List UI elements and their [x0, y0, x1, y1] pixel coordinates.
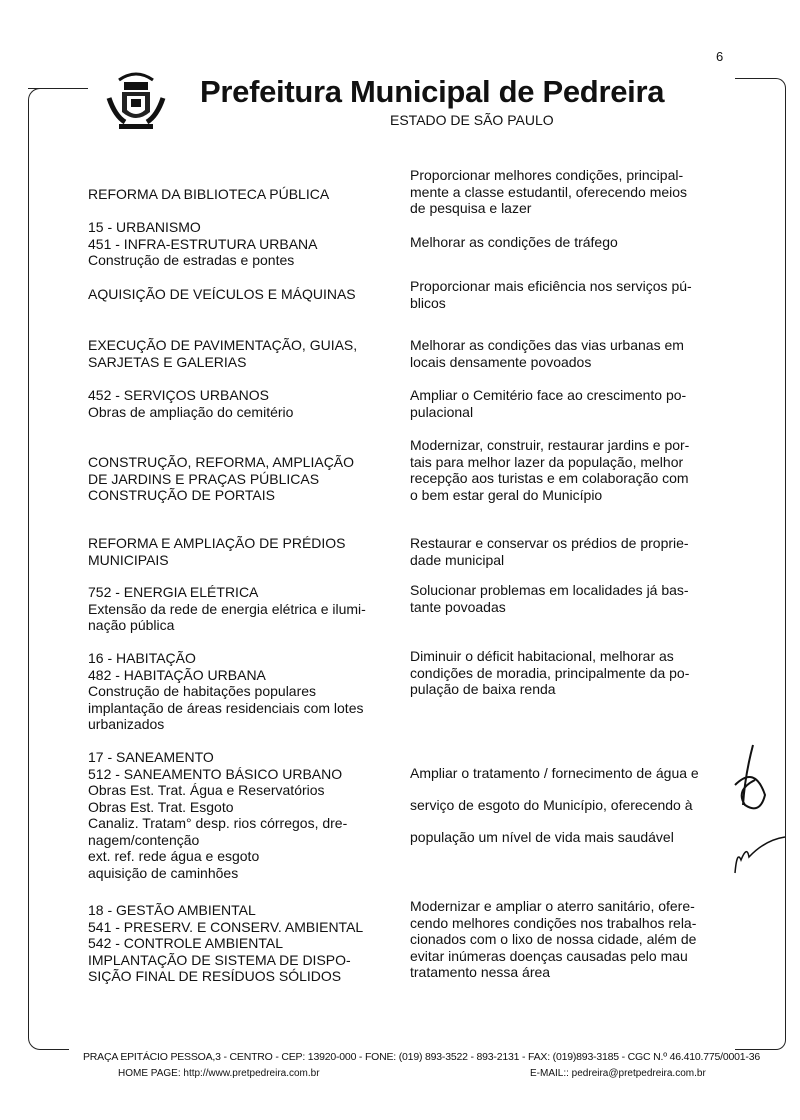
line: recepção aos turistas e em colaboração com — [410, 470, 689, 486]
row-6-left — [88, 454, 354, 504]
line: 16 - HABITAÇÃO — [88, 650, 196, 666]
line: tante povoadas — [410, 598, 506, 615]
line: 17 - SANEAMENTO — [88, 749, 214, 765]
line: serviço de esgoto do Município, oferecendo à — [410, 797, 693, 813]
line: mente a classe estudantil, oferecendo meios — [410, 183, 688, 200]
line: Solucionar problemas em localidades já bas- — [410, 582, 689, 598]
row-11-left — [88, 902, 363, 985]
row-7-left — [88, 535, 346, 568]
footer-address: PRAÇA EPITÁCIO PESSOA,3 - CENTRO - CEP: 13920-000 - FONE: (019) 893-3522 - 893-2131 - FAX: (019)893-3185 - CGC N.º 46.410.775/0001-36 — [83, 1051, 760, 1063]
row-2-right — [410, 234, 618, 251]
line: cendo melhores condições nos trabalhos rela- — [410, 914, 697, 931]
row-4-left — [88, 337, 357, 370]
row-1-right — [410, 167, 687, 217]
line: SARJETAS E GALERIAS — [88, 353, 247, 370]
row-11-right — [410, 898, 696, 981]
line: população um nível de vida mais saudável — [410, 829, 674, 845]
line: Proporcionar melhores condições, principal- — [410, 167, 684, 183]
line: tratamento nessa área — [410, 964, 551, 980]
state-subtitle: ESTADO DE SÃO PAULO — [390, 112, 554, 128]
footer-homepage: HOME PAGE: http://www.pretpedreira.com.br — [118, 1068, 320, 1079]
line: Restaurar e conservar os prédios de proprie- — [410, 535, 689, 551]
row-10-right — [410, 765, 699, 861]
header-rule — [28, 88, 88, 89]
line: REFORMA DA BIBLIOTECA PÚBLICA — [88, 186, 330, 202]
line: Construção de habitações populares — [88, 683, 317, 699]
line: 15 - URBANISMO — [88, 219, 201, 235]
line: 451 - INFRA-ESTRUTURA URBANA — [88, 235, 318, 252]
row-3-left — [88, 286, 356, 303]
line: EXECUÇÃO DE PAVIMENTAÇÃO, GUIAS, — [88, 337, 358, 353]
line: urbanizados — [88, 716, 165, 732]
line: Melhorar as condições das vias urbanas em — [410, 337, 684, 353]
handwritten-signature — [725, 735, 790, 875]
row-6-right — [410, 437, 689, 503]
line: pulação de baixa renda — [410, 681, 556, 697]
line: Modernizar e ampliar o aterro sanitário, ofere- — [410, 898, 695, 914]
line: condições de moradia, principalmente da po- — [410, 664, 690, 681]
line: 752 - ENERGIA ELÉTRICA — [88, 584, 259, 600]
line: Construção de estradas e pontes — [88, 252, 295, 268]
line: IMPLANTAÇÃO DE SISTEMA DE DISPO- — [88, 951, 351, 968]
city-crest-logo — [105, 68, 167, 134]
page-title: Prefeitura Municipal de Pedreira — [200, 74, 665, 109]
footer-email: E-MAIL:: pedreira@pretpedreira.com.br — [530, 1068, 706, 1079]
line: 452 - SERVIÇOS URBANOS — [88, 387, 270, 403]
line: Extensão da rede de energia elétrica e ilumi- — [88, 600, 366, 617]
line: AQUISIÇÃO DE VEÍCULOS E MÁQUINAS — [88, 286, 356, 302]
line: Ampliar o tratamento / fornecimento de água e — [410, 765, 699, 781]
line: Canaliz. Tratam° desp. rios córregos, dre- — [88, 815, 348, 831]
row-10-left — [88, 749, 347, 881]
line: nação pública — [88, 617, 175, 633]
row-9-right — [410, 648, 689, 698]
line: 541 - PRESERV. E CONSERV. AMBIENTAL — [88, 918, 364, 935]
row-5-right — [410, 387, 686, 420]
line: CONSTRUÇÃO, REFORMA, AMPLIAÇÃO — [88, 454, 355, 470]
line: implantação de áreas residenciais com lotes — [88, 699, 364, 716]
line: 482 - HABITAÇÃO URBANA — [88, 666, 266, 683]
line: Diminuir o déficit habitacional, melhorar as — [410, 648, 674, 664]
line: ext. ref. rede água e esgoto — [88, 848, 260, 864]
line: CONSTRUÇÃO DE PORTAIS — [88, 487, 275, 503]
left-frame-bracket — [28, 88, 69, 1050]
row-8-right — [410, 582, 689, 615]
line: DE JARDINS E PRAÇAS PÚBLICAS — [88, 470, 320, 487]
row-1-left — [88, 186, 329, 203]
line: REFORMA E AMPLIAÇÃO DE PRÉDIOS — [88, 535, 346, 551]
line: Obras de ampliação do cemitério — [88, 403, 294, 420]
line: pulacional — [410, 403, 474, 420]
page-number: 6 — [716, 49, 724, 64]
line: 542 - CONTROLE AMBIENTAL — [88, 935, 284, 951]
row-4-right — [410, 337, 684, 370]
line: blicos — [410, 294, 446, 311]
line: Obras Est. Trat. Água e Reservatórios — [88, 782, 325, 798]
line: 18 - GESTÃO AMBIENTAL — [88, 902, 256, 918]
line: tais para melhor lazer da população, melhor — [410, 453, 684, 470]
line: nagem/contenção — [88, 831, 200, 848]
line: aquisição de caminhões — [88, 864, 239, 881]
line: o bem estar geral do Município — [410, 486, 603, 503]
line: Melhorar as condições de tráfego — [410, 234, 618, 250]
row-2-left — [88, 219, 317, 269]
line: 512 - SANEAMENTO BÁSICO URBANO — [88, 765, 343, 782]
line: locais densamente povoados — [410, 353, 592, 370]
row-3-right — [410, 278, 692, 311]
line: SIÇÃO FINAL DE RESÍDUOS SÓLIDOS — [88, 968, 342, 984]
line: evitar inúmeras doenças causadas pelo mau — [410, 947, 688, 964]
right-frame-bracket — [735, 78, 786, 1050]
row-5-left — [88, 387, 293, 420]
line: Modernizar, construir, restaurar jardins e por- — [410, 437, 690, 453]
line: Ampliar o Cemitério face ao crescimento po- — [410, 387, 687, 403]
line: de pesquisa e lazer — [410, 200, 532, 216]
line: MUNICIPAIS — [88, 551, 169, 568]
line: Obras Est. Trat. Esgoto — [88, 798, 234, 815]
row-9-left — [88, 650, 363, 733]
row-8-left — [88, 584, 366, 634]
row-7-right — [410, 535, 689, 568]
line: dade municipal — [410, 551, 505, 568]
line: Proporcionar mais eficiência nos serviços pú- — [410, 278, 692, 294]
line: cionados com o lixo de nossa cidade, além de — [410, 931, 697, 947]
